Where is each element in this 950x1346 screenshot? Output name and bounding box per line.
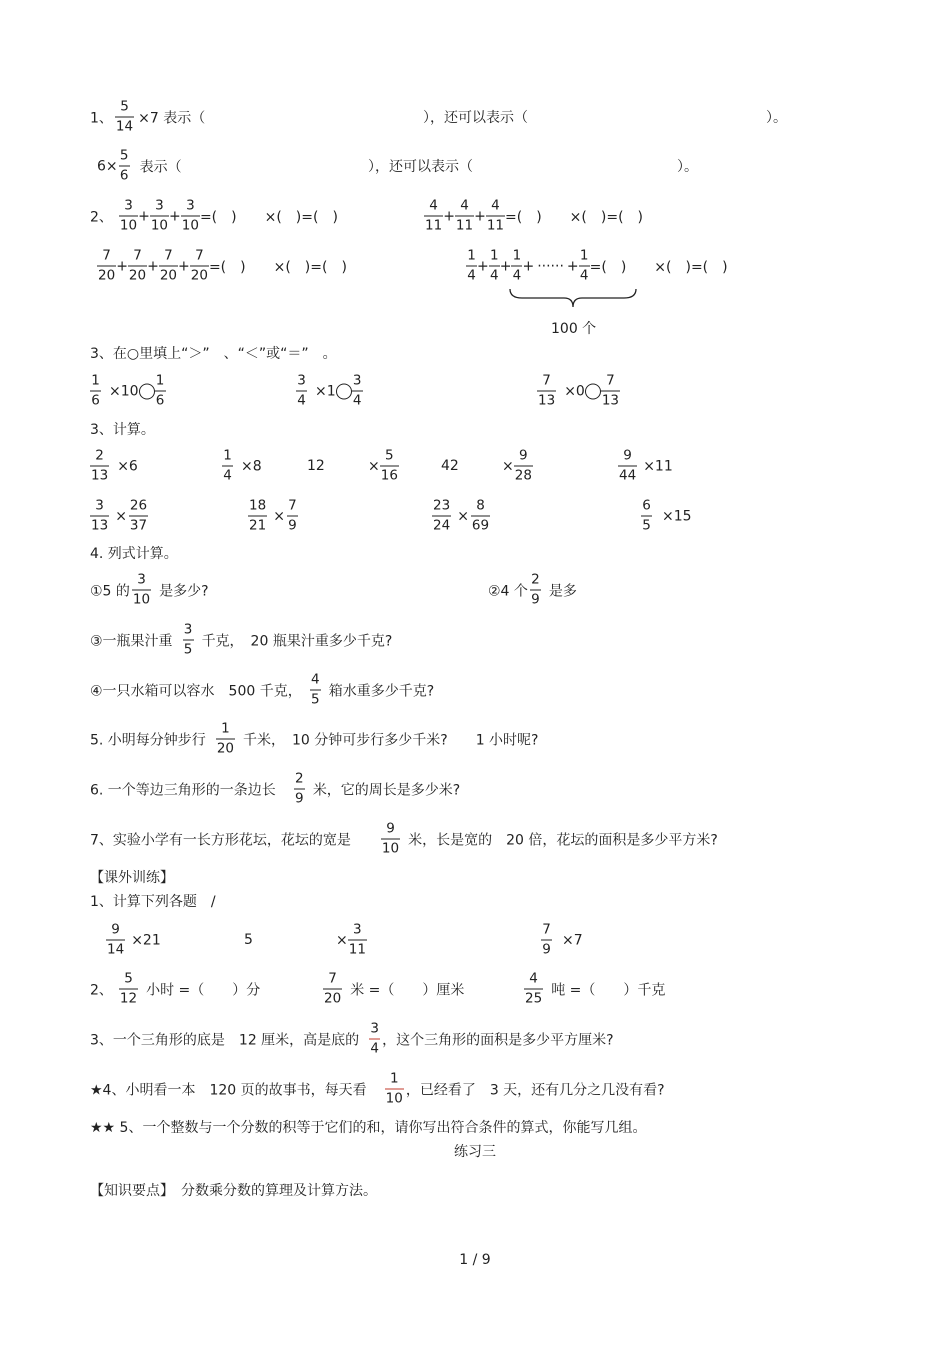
expression xyxy=(368,447,399,483)
text: 2 xyxy=(531,571,540,588)
text: 26 xyxy=(129,497,148,514)
expression xyxy=(222,447,262,483)
text: 24 xyxy=(433,517,451,533)
text: 6 xyxy=(155,392,165,408)
q1-number: 1、 xyxy=(90,110,113,126)
fraction xyxy=(641,497,652,533)
text: 20 xyxy=(216,740,234,756)
q1-fraction xyxy=(115,98,134,134)
compare-title: 3、在○里填上“＞” 、“＜”或“＝” 。 xyxy=(90,346,337,362)
text: 7、实验小学有一长方形花坛，花坛的宽是 xyxy=(90,832,351,848)
fraction xyxy=(216,720,235,756)
text: × xyxy=(368,458,380,474)
fraction xyxy=(489,247,500,283)
expression xyxy=(502,447,533,483)
text: 16 xyxy=(380,467,398,483)
text: + xyxy=(147,258,159,274)
text: 10 xyxy=(181,217,199,233)
text: 3 xyxy=(186,197,195,214)
text: 3 xyxy=(297,372,306,389)
text: 3 xyxy=(352,372,362,389)
text: 69 xyxy=(471,517,490,533)
text: 米，它的周长是多少米? xyxy=(312,782,461,798)
text: 4 xyxy=(370,1040,379,1056)
text: 4 xyxy=(297,392,306,408)
fraction xyxy=(90,447,109,483)
fraction xyxy=(369,1020,380,1056)
text: ③一瓶果汁重 xyxy=(90,633,173,649)
text: 20 xyxy=(128,267,147,283)
expression xyxy=(90,671,435,707)
text: 米，长是宽的 20 倍，花坛的面积是多少平方米? xyxy=(408,832,718,848)
text: 9 xyxy=(386,820,395,837)
fraction xyxy=(129,497,148,533)
text: + xyxy=(566,258,579,274)
text: 1 xyxy=(489,247,499,264)
text: 小时 =（ ）分 xyxy=(146,982,261,998)
fraction xyxy=(287,497,298,533)
fraction xyxy=(181,197,200,233)
compare-circle[interactable] xyxy=(139,383,155,399)
text: 44 xyxy=(619,467,637,483)
text: 3 xyxy=(183,621,193,638)
fraction xyxy=(296,372,307,408)
text: 20 xyxy=(190,267,208,283)
text: + xyxy=(169,208,181,224)
fraction xyxy=(466,247,477,283)
expression xyxy=(524,970,666,1006)
text: ×7 xyxy=(562,932,583,948)
fraction xyxy=(190,247,209,283)
fraction xyxy=(90,372,101,408)
text: ×6 xyxy=(117,458,138,474)
compare-circle[interactable] xyxy=(336,383,352,399)
text: 42 xyxy=(441,458,459,474)
text: 18 xyxy=(249,497,267,514)
q1-end-text: ）。 xyxy=(766,110,787,126)
q4-title: 4. 列式计算。 xyxy=(90,546,178,562)
text: 11 xyxy=(486,217,505,233)
text: + xyxy=(138,208,150,224)
expression xyxy=(488,571,577,607)
text: 1 xyxy=(155,372,165,389)
text: 1、计算下列各题 / xyxy=(90,894,216,910)
text: ①5 的 xyxy=(90,583,130,599)
text: 14 xyxy=(115,118,134,134)
text: 7 xyxy=(133,247,142,264)
text: 箱水重多少千克? xyxy=(328,683,435,699)
fraction xyxy=(385,1070,404,1106)
calc-title: 3、计算。 xyxy=(90,422,155,438)
expression xyxy=(90,1070,665,1106)
text: 4 xyxy=(223,467,232,483)
fraction xyxy=(119,970,138,1006)
fraction xyxy=(106,921,125,957)
extra-title: 【课外训练】 xyxy=(90,870,174,886)
expression xyxy=(90,372,166,408)
text: =( ) ×( )=( ) xyxy=(208,259,347,275)
text: 4 xyxy=(310,671,320,688)
knowledge-points: 【知识要点】 分数乘分数的算理及计算方法。 xyxy=(90,1183,377,1199)
text: + xyxy=(178,258,190,274)
fraction xyxy=(348,921,367,957)
text: 11 xyxy=(348,941,366,957)
fraction xyxy=(514,447,533,483)
page-number: 1 / 9 xyxy=(459,1252,491,1268)
fraction xyxy=(601,372,620,408)
text: + xyxy=(522,258,535,274)
expression xyxy=(90,720,539,756)
expression xyxy=(97,247,347,283)
fraction xyxy=(579,247,590,283)
text: 3 xyxy=(124,197,133,214)
text: 28 xyxy=(514,467,532,483)
fraction xyxy=(97,247,116,283)
text: 9 xyxy=(295,790,304,806)
fraction xyxy=(119,197,138,233)
text: 7 xyxy=(328,970,337,987)
text: + xyxy=(474,208,486,224)
text: 8 xyxy=(476,497,485,514)
text: 吨 =（ ）千克 xyxy=(551,982,666,998)
fraction xyxy=(486,197,505,233)
text: 7 xyxy=(102,247,111,264)
text: ）。 xyxy=(677,159,698,175)
text: 7 xyxy=(542,372,551,389)
text: ×1 xyxy=(315,383,336,399)
fraction xyxy=(471,497,490,533)
text: 5 xyxy=(124,970,133,987)
text: 1 xyxy=(221,720,230,737)
text: 米 =（ ）厘米 xyxy=(350,982,465,998)
text: 6× xyxy=(97,158,118,174)
text: 4 xyxy=(352,392,362,408)
expression xyxy=(618,447,673,483)
fraction xyxy=(537,372,556,408)
text: ），还可以表示（ xyxy=(368,159,473,175)
text: 4 xyxy=(529,970,538,987)
curly-brace-icon xyxy=(508,287,638,309)
text: 9 xyxy=(542,941,551,957)
expression xyxy=(424,197,643,233)
text: 10 xyxy=(385,1090,403,1106)
expression xyxy=(90,98,206,134)
text: 23 xyxy=(433,497,451,514)
text: 2 xyxy=(95,447,104,464)
fraction xyxy=(159,247,178,283)
expression xyxy=(466,247,728,283)
text: 5 xyxy=(120,98,129,115)
fraction xyxy=(511,247,522,283)
text: ×15 xyxy=(662,508,692,524)
text: 7 xyxy=(542,921,551,938)
text: 千米， 10 分钟可步行多少千米? 1 小时呢? xyxy=(243,732,539,748)
fraction xyxy=(455,197,474,233)
fraction xyxy=(294,770,305,806)
fraction xyxy=(155,372,166,408)
text: 9 xyxy=(531,591,540,607)
extra-q5: ★★ 5、一个整数与一个分数的积等于它们的和，请你写出符合条件的算式，你能写几组。 xyxy=(90,1120,647,1136)
text: 3 xyxy=(370,1020,379,1037)
text: 是多少? xyxy=(159,583,209,599)
expression xyxy=(541,921,583,957)
text: 1 xyxy=(512,247,522,264)
text: 3 xyxy=(353,921,362,938)
fraction xyxy=(432,497,451,533)
fraction xyxy=(524,970,543,1006)
text: 5 xyxy=(244,932,253,948)
text: 1 xyxy=(91,372,100,389)
text: 4 xyxy=(467,267,476,283)
text: 6 xyxy=(91,392,100,408)
text: + xyxy=(499,258,512,274)
fraction xyxy=(424,197,443,233)
text: ×10 xyxy=(109,383,139,399)
expression xyxy=(90,1020,614,1056)
expression xyxy=(296,372,363,408)
text: 3、一个三角形的底是 12 厘米，高是底的 xyxy=(90,1032,360,1048)
text: 7 xyxy=(195,247,204,264)
expression xyxy=(537,372,620,408)
text: ×0 xyxy=(564,383,585,399)
fraction xyxy=(530,571,541,607)
text: 13 xyxy=(538,392,556,408)
text: 2 xyxy=(295,770,304,787)
fraction xyxy=(128,247,147,283)
text: 4 xyxy=(460,197,469,214)
text: 3 xyxy=(155,197,164,214)
expression xyxy=(90,621,393,657)
text: =( ) ×( )=( ) xyxy=(505,209,643,225)
expression xyxy=(432,497,490,533)
expression xyxy=(336,921,367,957)
text: 6. 一个等边三角形的一条边长 xyxy=(90,782,276,798)
compare-circle[interactable] xyxy=(585,383,601,399)
text: 4 xyxy=(491,197,500,214)
text: 是多 xyxy=(548,583,577,599)
text: 20 xyxy=(98,267,116,283)
text: 9 xyxy=(623,447,632,464)
expression xyxy=(106,921,161,957)
text: 37 xyxy=(129,517,148,533)
fraction xyxy=(183,621,194,657)
text: 10 xyxy=(150,217,169,233)
text: 1 xyxy=(579,247,589,264)
text: + xyxy=(443,208,455,224)
text: 9 xyxy=(519,447,528,464)
text: 13 xyxy=(91,517,109,533)
text: × xyxy=(457,508,469,524)
text: + xyxy=(116,258,128,274)
text: 2、 xyxy=(90,209,113,225)
fraction xyxy=(541,921,552,957)
fraction xyxy=(132,571,151,607)
fraction xyxy=(248,497,267,533)
text: 10 xyxy=(119,217,138,233)
text: × xyxy=(336,932,348,948)
text: × xyxy=(273,508,285,524)
expression xyxy=(90,571,209,607)
text: 4 xyxy=(512,267,522,283)
text: × xyxy=(502,458,514,474)
fraction xyxy=(618,447,637,483)
text: 9 xyxy=(111,921,120,938)
text: 13 xyxy=(601,392,620,408)
text: 5 xyxy=(642,517,651,533)
text: ×11 xyxy=(643,458,673,474)
text: ，这个三角形的面积是多少平方厘米? xyxy=(382,1032,614,1048)
section-title: 练习三 xyxy=(454,1144,496,1160)
text: 1 xyxy=(467,247,476,264)
fraction xyxy=(323,970,342,1006)
text: 3 xyxy=(137,571,146,588)
text: 5. 小明每分钟步行 xyxy=(90,732,206,748)
text: 9 xyxy=(288,517,297,533)
text: 千克， 20 瓶果汁重多少千克? xyxy=(201,633,393,649)
text: 2、 xyxy=(90,982,113,998)
fraction xyxy=(352,372,363,408)
text: 20 xyxy=(159,267,178,283)
expression xyxy=(248,497,298,533)
text: ······ xyxy=(537,258,564,274)
fraction xyxy=(380,447,399,483)
text: 12 xyxy=(119,990,138,1006)
text: 7 xyxy=(606,372,615,389)
text: 6 xyxy=(642,497,651,514)
text: 表示（ xyxy=(139,159,182,175)
text: 5 xyxy=(183,641,193,657)
text: 7 xyxy=(288,497,297,514)
q1-text: ×7 表示（ xyxy=(138,110,206,126)
text: 5 xyxy=(385,447,394,464)
expression xyxy=(90,447,138,483)
expression xyxy=(97,147,182,183)
text: =( ) ×( )=( ) xyxy=(589,259,728,275)
text: 1 xyxy=(389,1070,399,1087)
text: =( ) ×( )=( ) xyxy=(199,209,338,225)
fraction xyxy=(310,671,321,707)
text: ②4 个 xyxy=(488,583,528,599)
text: 12 xyxy=(307,458,325,474)
text: + xyxy=(477,258,489,274)
text: 3 xyxy=(95,497,104,514)
fraction xyxy=(90,497,109,533)
text: 10 xyxy=(132,591,151,607)
text: × xyxy=(115,508,127,524)
text: 1 xyxy=(223,447,232,464)
text: 6 xyxy=(119,167,129,183)
text: ★4、小明看一本 120 页的故事书，每天看 xyxy=(90,1082,367,1098)
text: 10 xyxy=(381,840,400,856)
text: 7 xyxy=(164,247,173,264)
text: 11 xyxy=(455,217,474,233)
text: 25 xyxy=(525,990,543,1006)
q1-mid-text: ），还可以表示（ xyxy=(423,110,528,126)
expression xyxy=(90,497,148,533)
text: 5 xyxy=(310,691,320,707)
text: 20 xyxy=(324,990,342,1006)
text: 4 xyxy=(489,267,499,283)
text: 4 xyxy=(579,267,589,283)
expression xyxy=(90,197,338,233)
text: 4 xyxy=(429,197,438,214)
expression xyxy=(90,970,261,1006)
text: 11 xyxy=(425,217,443,233)
text: 5 xyxy=(119,147,129,164)
expression xyxy=(90,820,718,856)
text: ×8 xyxy=(241,458,262,474)
expression xyxy=(90,770,461,806)
expression xyxy=(641,497,692,533)
text: 21 xyxy=(249,517,267,533)
q1-line2-fraction xyxy=(119,147,130,183)
brace-label: 100 个 xyxy=(551,321,597,337)
text: ④一只水箱可以容水 500 千克， xyxy=(90,683,302,699)
fraction xyxy=(222,447,233,483)
expression xyxy=(323,970,465,1006)
text: 13 xyxy=(91,467,109,483)
text: 14 xyxy=(107,941,125,957)
fraction xyxy=(381,820,400,856)
fraction xyxy=(150,197,169,233)
text: ×21 xyxy=(131,932,161,948)
text: ，已经看了 3 天，还有几分之几没有看? xyxy=(405,1082,665,1098)
